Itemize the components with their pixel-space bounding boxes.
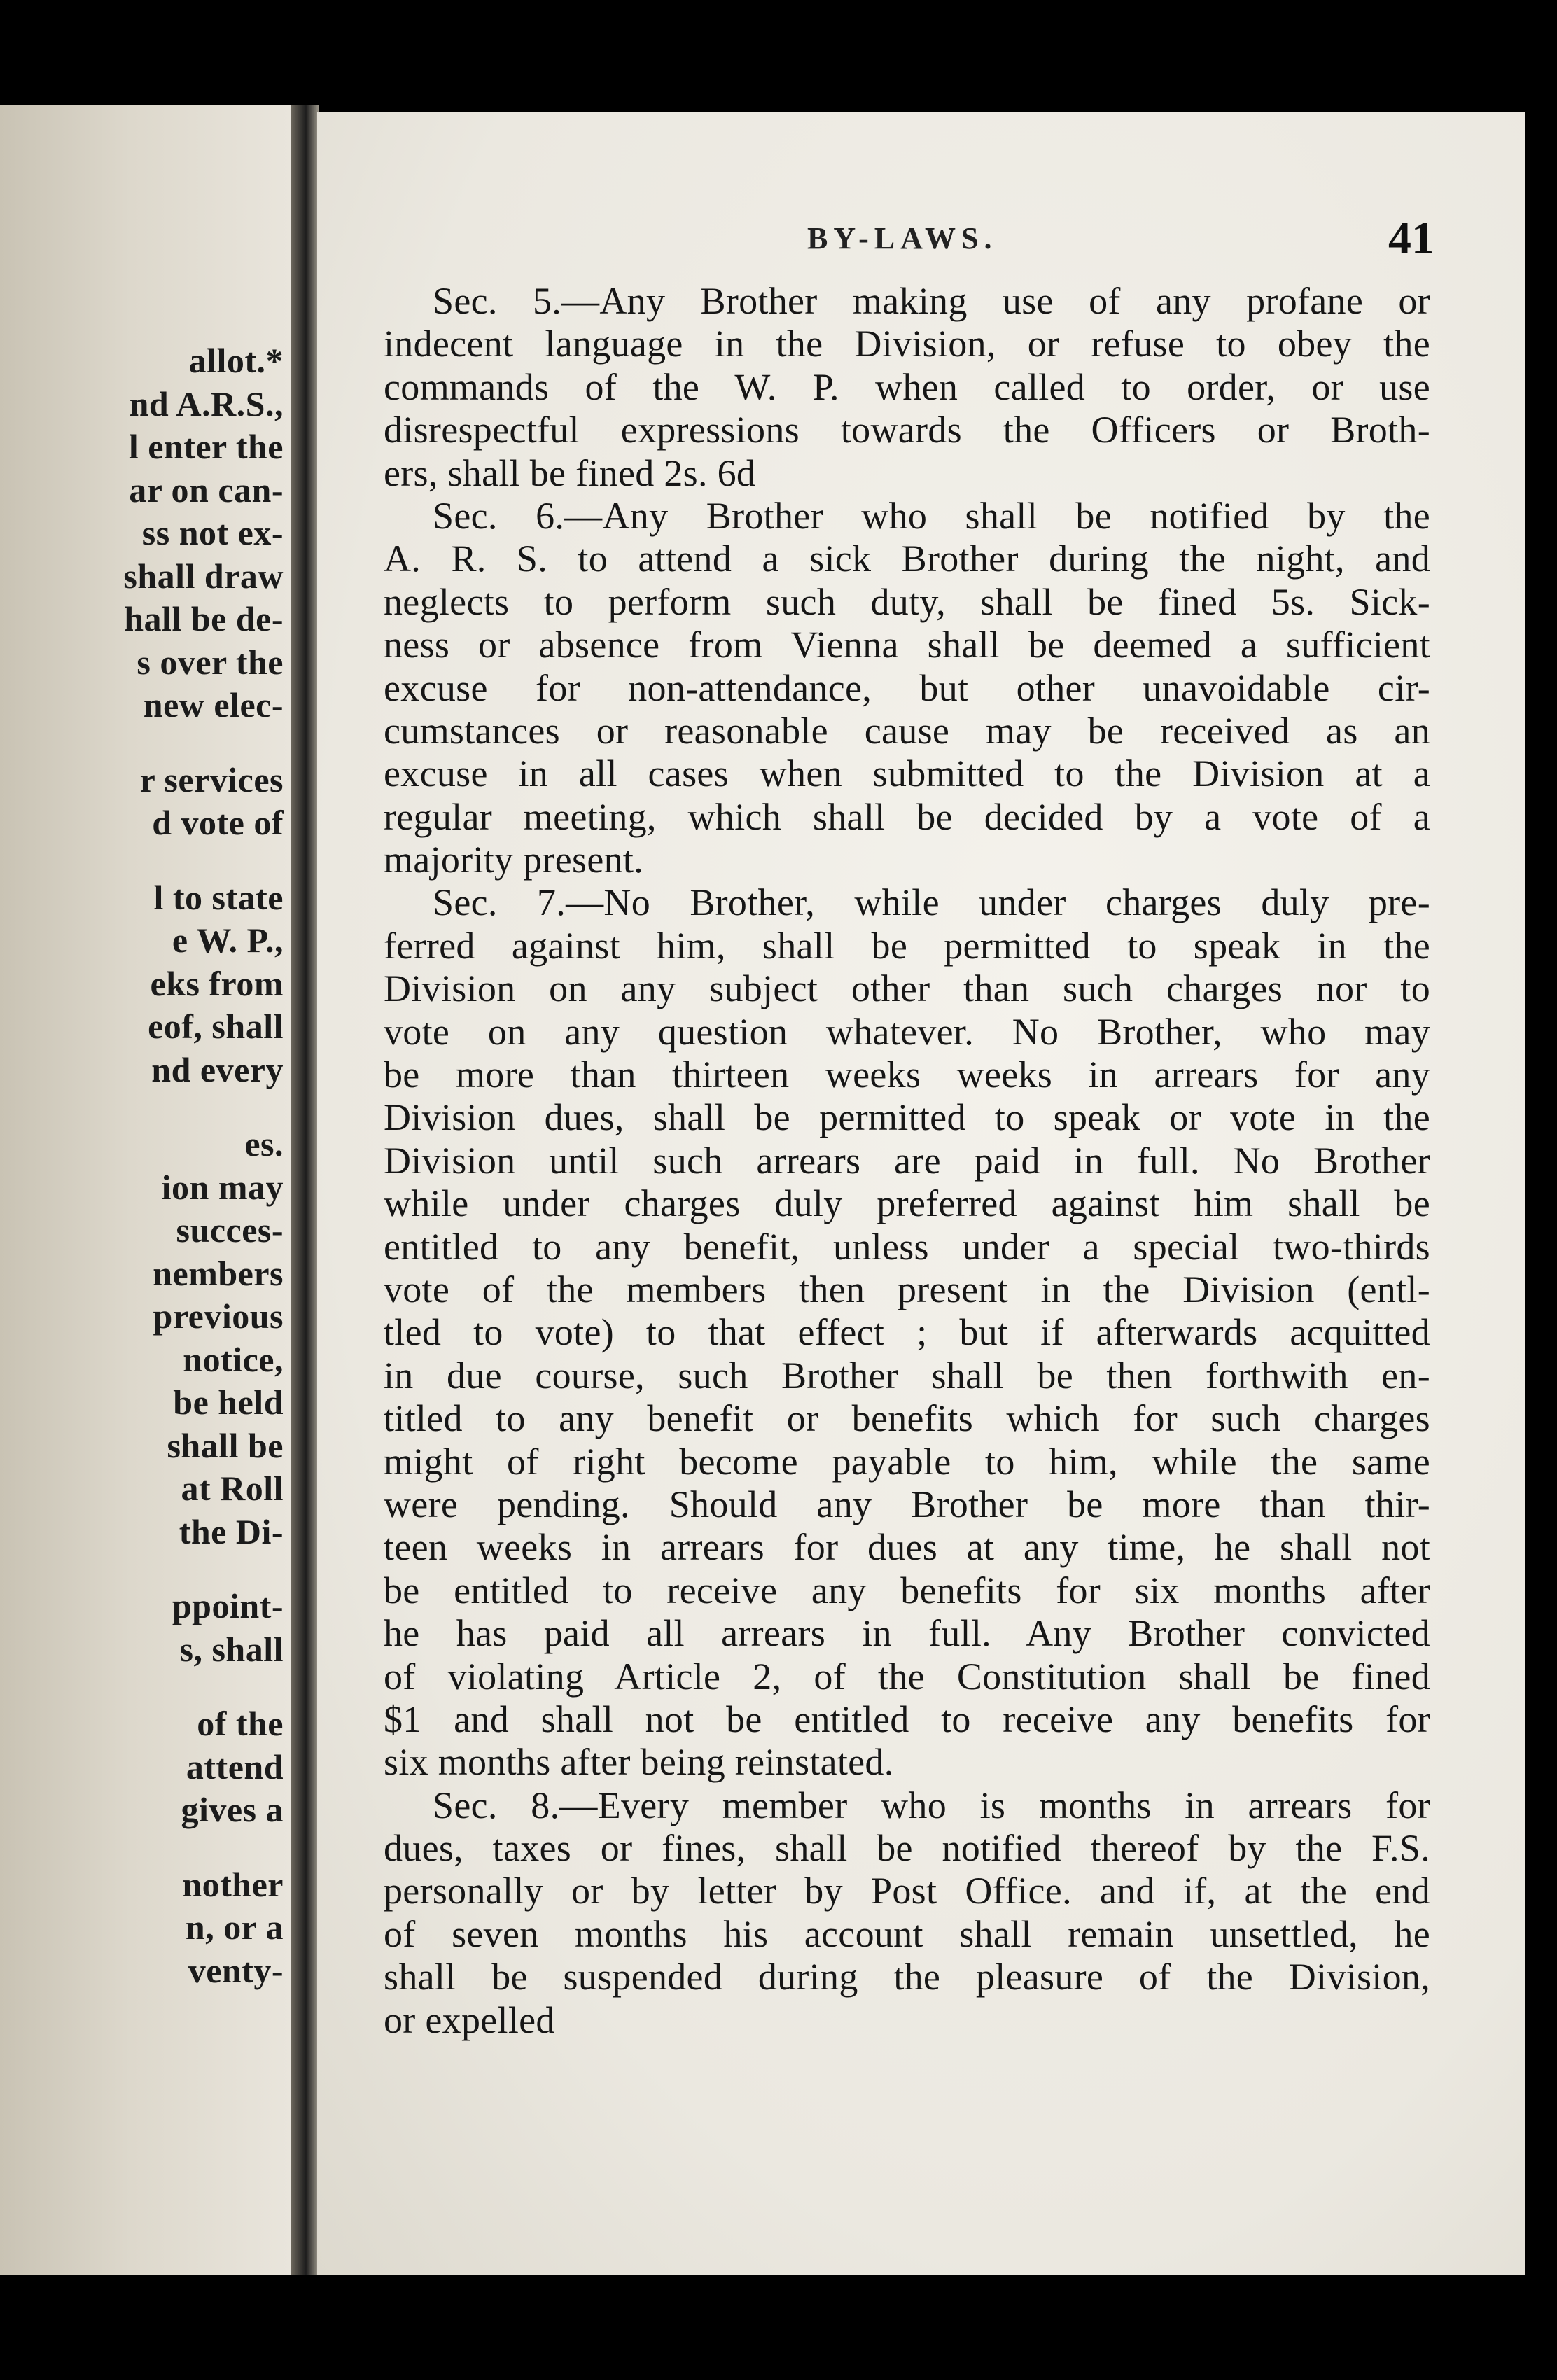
left-line: e W. P., <box>172 920 284 960</box>
left-line: d vote of <box>152 803 284 842</box>
text-line: be entitled to receive any benefits for six months after <box>384 1569 1430 1611</box>
text-line: commands of the W. P. when called to order, or use <box>384 365 1430 408</box>
text-line: of seven months his account shall remain unsettled, he <box>384 1912 1430 1955</box>
text-line: shall be suspended during the pleasure of the Division, <box>384 1956 1430 1998</box>
left-line: ion may <box>161 1167 284 1207</box>
text-line: indecent language in the Division, or refuse to obey the <box>384 323 1430 365</box>
left-line: hall be de- <box>124 599 284 638</box>
text-line: six months after being reinstated. <box>384 1741 894 1784</box>
text-line: Division on any subject other than such charges nor to <box>384 967 1430 1010</box>
text-line: teen weeks in arrears for dues at any time, he shall not <box>384 1526 1430 1569</box>
section-8 <box>384 1784 1430 2042</box>
left-line: of the <box>197 1704 284 1743</box>
left-line: eks from <box>150 963 284 1003</box>
right-page <box>317 112 1525 2275</box>
left-line: gives a <box>181 1790 284 1829</box>
text-line: while under charges duly preferred against him shall be <box>384 1182 1430 1225</box>
section-7 <box>384 881 1430 1784</box>
text-line: in due course, such Brother shall be then forthwith en- <box>384 1354 1430 1396</box>
running-head <box>317 213 1525 270</box>
text-line: excuse for non-attendance, but other unavoidable cir- <box>384 666 1430 709</box>
left-line: succes- <box>176 1210 284 1250</box>
text-line: entitled to any benefit, unless under a special two-thirds <box>384 1225 1430 1268</box>
text-line: Sec. 7.—No Brother, while under charges duly pre- <box>433 881 1430 924</box>
text-line: $1 and shall not be entitled to receive any benefits for <box>384 1698 1430 1740</box>
text-line: of violating Article 2, of the Constitution shall be fined <box>384 1655 1430 1698</box>
text-line: tled to vote) to that effect ; but if afterwards acquitted <box>384 1311 1430 1354</box>
text-line: he has paid all arrears in full. Any Brother convicted <box>384 1612 1430 1655</box>
left-line: nother <box>182 1864 284 1904</box>
text-line: Division dues, shall be permitted to speak or vote in the <box>384 1096 1430 1139</box>
section-6 <box>384 495 1430 882</box>
text-line: Division until such arrears are paid in full. No Brother <box>384 1139 1430 1182</box>
left-line: nd every <box>151 1049 284 1089</box>
left-line: be held <box>173 1382 284 1422</box>
left-line: venty- <box>188 1950 284 1990</box>
left-facing-page <box>0 105 291 2275</box>
left-line: ar on can- <box>129 470 284 510</box>
text-line: personally or by letter by Post Office. and if, at the end <box>384 1870 1430 1912</box>
left-line: previous <box>153 1296 284 1336</box>
left-page-text <box>0 340 291 1992</box>
text-line: A. R. S. to attend a sick Brother during the night, and <box>384 538 1430 580</box>
section-5 <box>384 280 1430 495</box>
text-line: ness or absence from Vienna shall be deemed a sufficient <box>384 624 1430 666</box>
text-line: might of right become payable to him, while the same <box>384 1440 1430 1483</box>
text-line: or expelled <box>384 1998 555 2041</box>
text-line: vote of the members then present in the Division (entl- <box>384 1268 1430 1310</box>
left-line: eof, shall <box>148 1007 284 1046</box>
text-line: disrespectful expressions towards the Officers or Broth- <box>384 409 1430 451</box>
left-line: nd A.R.S., <box>129 384 284 424</box>
left-line: attend <box>186 1746 284 1786</box>
left-line: s, shall <box>179 1629 284 1669</box>
by-laws-text <box>384 280 1430 2042</box>
book-gutter <box>291 105 319 2275</box>
text-line: majority present. <box>384 839 643 881</box>
left-line: n, or a <box>185 1907 284 1947</box>
left-line: at Roll <box>181 1469 284 1508</box>
left-line: shall draw <box>123 556 284 596</box>
left-line: l enter the <box>128 427 284 466</box>
left-line: l to state <box>153 877 284 917</box>
text-line: excuse in all cases when submitted to the Division at a <box>384 752 1430 795</box>
text-line: dues, taxes or fines, shall be notified thereof by the F.S. <box>384 1827 1430 1870</box>
left-line: the Di- <box>179 1511 284 1551</box>
text-line: neglects to perform such duty, shall be fined 5s. Sick- <box>384 580 1430 623</box>
text-line: cumstances or reasonable cause may be received as an <box>384 709 1430 752</box>
text-line: were pending. Should any Brother be more than thir- <box>384 1483 1430 1525</box>
text-line: titled to any benefit or benefits which for such charges <box>384 1397 1430 1440</box>
page-number: 41 <box>1388 213 1434 264</box>
left-line: shall be <box>167 1425 284 1465</box>
left-line: notice, <box>183 1339 284 1379</box>
left-line: nembers <box>153 1253 284 1293</box>
left-line: ss not ex- <box>141 513 284 552</box>
left-line: s over the <box>137 642 284 682</box>
text-line: vote on any question whatever. No Brother, who may <box>384 1010 1430 1053</box>
left-line: r services <box>139 760 284 799</box>
text-line: be more than thirteen weeks weeks in arrears for any <box>384 1054 1430 1096</box>
running-title: BY-LAWS. <box>807 221 998 255</box>
text-line: Sec. 5.—Any Brother making use of any profane or <box>433 280 1430 322</box>
text-line: ers, shall be fined 2s. 6d <box>384 451 756 494</box>
left-line: es. <box>244 1124 284 1163</box>
left-line: allot.* <box>188 341 284 380</box>
left-line: ppoint- <box>172 1586 284 1625</box>
text-line: Sec. 8.—Every member who is months in arrears for <box>433 1784 1430 1826</box>
text-line: regular meeting, which shall be decided by a vote of a <box>384 795 1430 838</box>
text-line: ferred against him, shall be permitted to speak in the <box>384 924 1430 967</box>
left-line: new elec- <box>143 685 284 724</box>
text-line: Sec. 6.—Any Brother who shall be notified by the <box>433 494 1430 537</box>
